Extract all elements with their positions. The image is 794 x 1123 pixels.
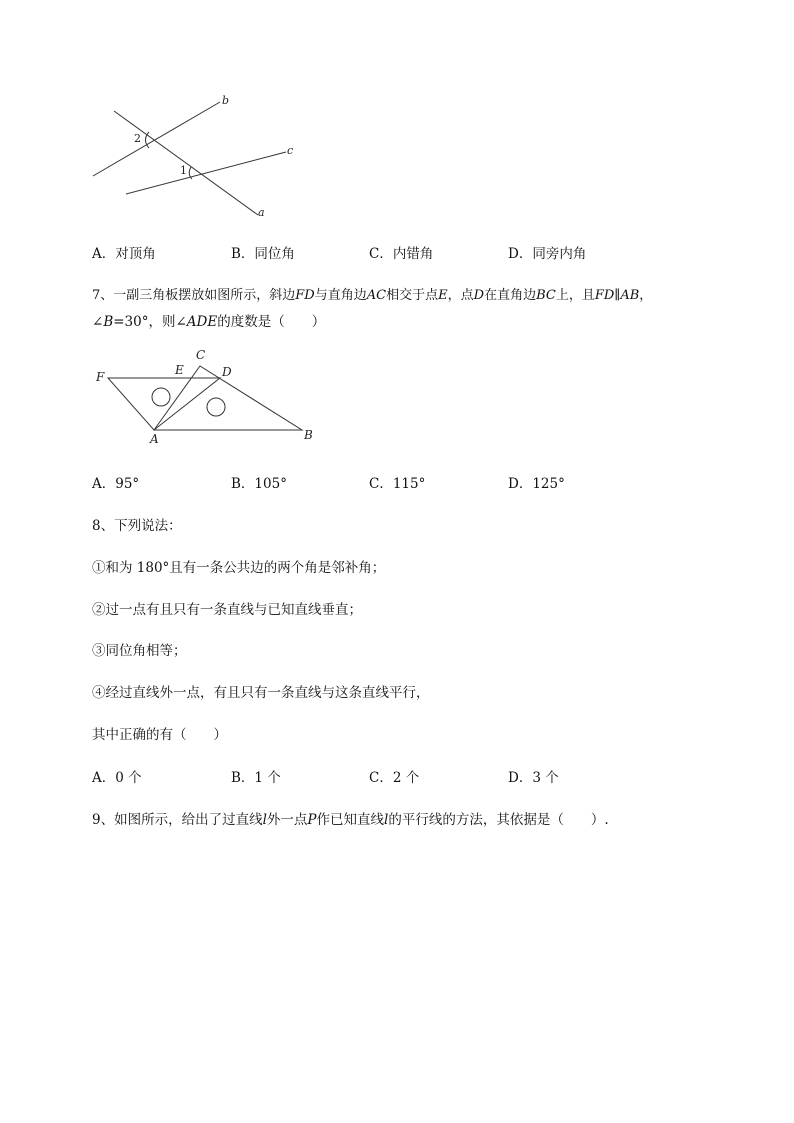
q6-figure <box>80 90 320 230</box>
q7-option-d <box>508 472 565 492</box>
q7-var: E <box>438 288 448 303</box>
label-angle2: 2 <box>134 132 141 145</box>
label-A: A <box>150 432 159 445</box>
option-text: 2 个 <box>392 770 420 786</box>
q9-var: P <box>307 812 317 828</box>
label-C: C <box>196 348 206 362</box>
q7-text: ∥ <box>614 288 621 303</box>
q8-option-c <box>369 766 419 786</box>
label-c: c <box>287 144 294 157</box>
option-text: 1 个 <box>254 770 281 786</box>
q7-var: FD <box>295 288 315 303</box>
option-text: 0 个 <box>115 770 142 786</box>
label-F: F <box>96 370 105 384</box>
q7-var: BC <box>536 288 556 303</box>
q7-text: =30°，则∠ <box>113 314 187 330</box>
label-angle1: 1 <box>180 164 187 177</box>
option-letter: B． <box>231 770 255 786</box>
option-letter: B． <box>231 246 255 262</box>
option-text: 125° <box>532 476 565 492</box>
q8-option-a <box>92 766 142 786</box>
label-a: a <box>258 206 265 219</box>
q8-statement-1: ①和为 180°且有一条公共边的两个角是邻补角； <box>92 560 386 576</box>
q7-text: 7、一副三角板摆放如图所示，斜边 <box>92 288 296 303</box>
option-text: 内错角 <box>392 246 434 262</box>
q6-option-d <box>508 242 586 262</box>
label-E: E <box>175 363 184 377</box>
option-text: 115° <box>392 476 426 492</box>
q9-text: 的平行线的方法，其依据是（ ）. <box>388 812 609 828</box>
q7-text: 的度数是（ ） <box>217 314 326 330</box>
q8-statement-3: ③同位角相等； <box>92 643 187 659</box>
q6-option-a <box>92 242 156 262</box>
option-text: 对顶角 <box>115 246 156 262</box>
q7-var: AB <box>620 288 640 303</box>
q7-text: 与直角边 <box>314 288 367 303</box>
option-text: 同位角 <box>254 246 295 262</box>
q7-stem-line1 <box>92 284 652 303</box>
q7-var: ADE <box>186 314 218 330</box>
q7-text: ∠ <box>92 314 104 330</box>
q8-stem: 8、下列说法： <box>92 518 182 534</box>
triangle-afd <box>108 378 220 430</box>
option-letter: B． <box>231 476 255 492</box>
q9-text: 9、如图所示，给出了过直线 <box>92 812 263 828</box>
label-B: B <box>304 428 313 442</box>
q7-text: ， <box>639 288 653 303</box>
q7-var: B <box>103 314 114 330</box>
label-b: b <box>222 94 230 107</box>
option-text: 105° <box>254 476 287 492</box>
option-letter: D． <box>508 476 533 492</box>
option-letter: C． <box>369 246 393 262</box>
q7-var: D <box>473 288 485 303</box>
label-D: D <box>222 365 232 379</box>
q7-figure <box>90 345 330 445</box>
q7-var: AC <box>366 288 387 303</box>
q9-var: l <box>384 812 389 828</box>
option-letter: C． <box>369 476 393 492</box>
triangle-hole-left <box>152 388 170 406</box>
q9-stem <box>92 808 609 828</box>
option-letter: D． <box>508 770 533 786</box>
q7-stem-line2 <box>92 310 325 330</box>
q8-option-b <box>231 766 281 786</box>
option-letter: A． <box>92 246 116 262</box>
q9-text: 外一点 <box>266 812 308 828</box>
q7-var: FD <box>594 288 615 303</box>
q7-option-a <box>92 472 139 492</box>
option-text: 3 个 <box>532 770 559 786</box>
q7-option-c <box>369 472 425 492</box>
q7-option-b <box>231 472 287 492</box>
q7-text: 相交于点 <box>386 288 439 303</box>
q7-text: 上，且 <box>555 288 595 303</box>
q6-option-c <box>369 242 433 262</box>
option-text: 95° <box>115 476 140 492</box>
line-a <box>114 111 258 215</box>
option-letter: C． <box>369 770 393 786</box>
option-text: 同旁内角 <box>532 246 587 262</box>
q7-text: ，点 <box>447 288 474 303</box>
q9-text: 作已知直线 <box>316 812 385 828</box>
q8-question: 其中正确的有（ ） <box>92 727 227 743</box>
triangle-hole-right <box>207 398 225 416</box>
q8-statement-2: ②过一点有且只有一条直线与已知直线垂直； <box>92 602 362 618</box>
q6-option-b <box>231 242 295 262</box>
option-letter: D． <box>508 246 533 262</box>
q8-statement-4: ④经过直线外一点，有且只有一条直线与这条直线平行， <box>92 685 430 701</box>
option-letter: A． <box>92 770 116 786</box>
option-letter: A． <box>92 476 116 492</box>
q8-option-d <box>508 766 559 786</box>
line-b <box>93 102 220 176</box>
q9-var: l <box>262 812 267 828</box>
q7-text: 在直角边 <box>484 288 537 303</box>
line-c <box>126 152 286 194</box>
